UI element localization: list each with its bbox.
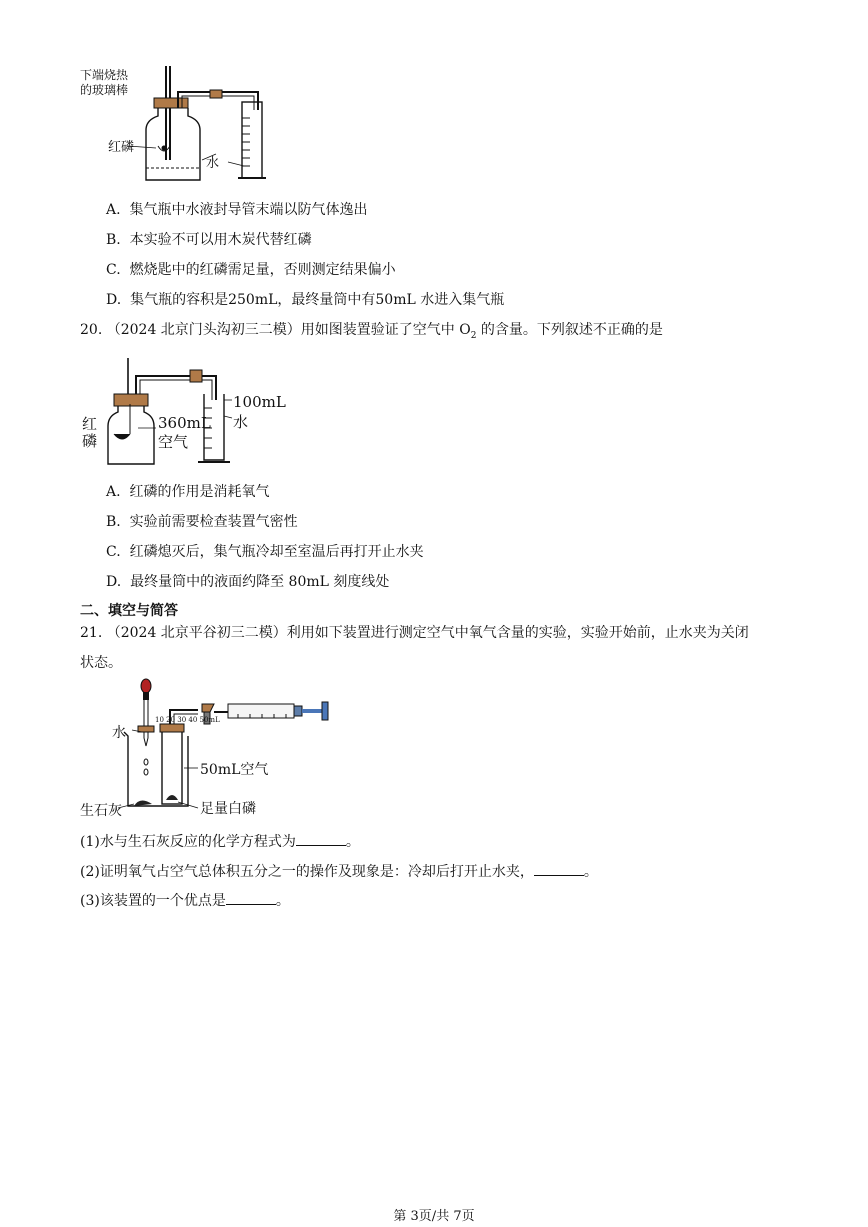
part-end: 。 — [345, 834, 360, 850]
option-letter: D. — [106, 574, 122, 590]
cylinder-water: 水 — [233, 413, 249, 431]
q21-part-2 — [80, 861, 598, 881]
figure-q19-water-label: 水 — [206, 156, 220, 171]
q21-stem-line2: 状态。 — [80, 655, 122, 671]
q21-part-1 — [80, 831, 360, 851]
question-text: （2024 北京门头沟初三二模）用如图装置验证了空气中 O — [106, 322, 471, 338]
cylinder-volume: 100mL — [233, 393, 286, 411]
syringe-scale-label: 10 20 30 40 50mL — [155, 716, 220, 724]
part-text: (1)水与生石灰反应的化学方程式为 — [80, 834, 296, 850]
rod-label-line2: 的玻璃棒 — [80, 83, 129, 97]
answer-blank[interactable] — [226, 892, 276, 905]
q20-option-c[interactable] — [106, 541, 424, 561]
option-letter: A. — [106, 484, 121, 500]
option-text: 集气瓶的容积是250mL，最终量筒中有50mL 水进入集气瓶 — [130, 292, 505, 308]
option-letter: C. — [106, 262, 121, 278]
q20-stem — [80, 319, 663, 341]
q21-stem-line1 — [80, 622, 749, 642]
question-number: 20. — [80, 322, 103, 338]
part-text: (3)该装置的一个优点是 — [80, 893, 226, 909]
q19-option-c[interactable] — [106, 259, 396, 279]
figure-q19-rod-label — [80, 68, 128, 98]
part-end: 。 — [583, 864, 598, 880]
air-volume: 360mL — [158, 414, 211, 432]
option-letter: C. — [106, 544, 121, 560]
q20-option-a[interactable] — [106, 481, 269, 501]
figure-q21-lime-label: 生石灰 — [80, 803, 122, 819]
figure-q21-water-label: 水 — [112, 725, 126, 741]
rod-label-line1: 下端烧热 — [80, 68, 129, 82]
q20-option-d[interactable] — [106, 571, 389, 591]
figure-q21-air-label: 50mL空气 — [200, 762, 269, 778]
figure-q20-cylinder-label — [233, 392, 286, 432]
question-text-end: 的含量。下列叙述不正确的是 — [476, 322, 663, 338]
part-text: (2)证明氧气占空气总体积五分之一的操作及现象是：冷却后打开止水夹， — [80, 864, 534, 880]
q20-option-b[interactable] — [106, 511, 298, 531]
q19-option-b[interactable] — [106, 229, 312, 249]
section-title: 二、填空与简答 — [80, 603, 178, 619]
figure-q19-phosphorus-label: 红磷 — [108, 140, 135, 155]
answer-blank[interactable] — [534, 863, 584, 876]
figure-q20-air-label — [158, 414, 211, 452]
option-letter: A. — [106, 202, 121, 218]
air-text: 空气 — [158, 433, 189, 451]
option-text: 实验前需要检查装置气密性 — [129, 514, 298, 530]
question-number: 21. — [80, 625, 103, 641]
figure-q20-phosphorus-label — [82, 416, 97, 450]
q21-part-3 — [80, 890, 290, 910]
option-text: 最终量筒中的液面约降至 80mL 刻度线处 — [130, 574, 390, 590]
option-letter: B. — [106, 514, 121, 530]
q19-option-a[interactable] — [106, 199, 367, 219]
option-text: 红磷的作用是消耗氧气 — [129, 484, 270, 500]
question-text: （2024 北京平谷初三二模）利用如下装置进行测定空气中氧气含量的实验，实验开始前，止水夹为关闭 — [106, 625, 749, 641]
option-letter: B. — [106, 232, 121, 248]
option-text: 本实验不可以用木炭代替红磷 — [129, 232, 312, 248]
phosphorus-char-2: 磷 — [82, 432, 98, 450]
subscript: 2 — [470, 330, 477, 341]
answer-blank[interactable] — [296, 833, 346, 846]
part-end: 。 — [275, 893, 290, 909]
option-letter: D. — [106, 292, 122, 308]
option-text: 燃烧匙中的红磷需足量，否则测定结果偏小 — [129, 262, 396, 278]
q19-option-d[interactable] — [106, 289, 504, 309]
figure-q21-phosphorus-label: 足量白磷 — [200, 801, 256, 817]
page-footer: 第 3页/共 7页 — [393, 1209, 475, 1224]
option-text: 红磷熄灭后，集气瓶冷却至室温后再打开止水夹 — [129, 544, 424, 560]
option-text: 集气瓶中水液封导管末端以防气体逸出 — [129, 202, 368, 218]
phosphorus-char-1: 红 — [82, 415, 98, 433]
